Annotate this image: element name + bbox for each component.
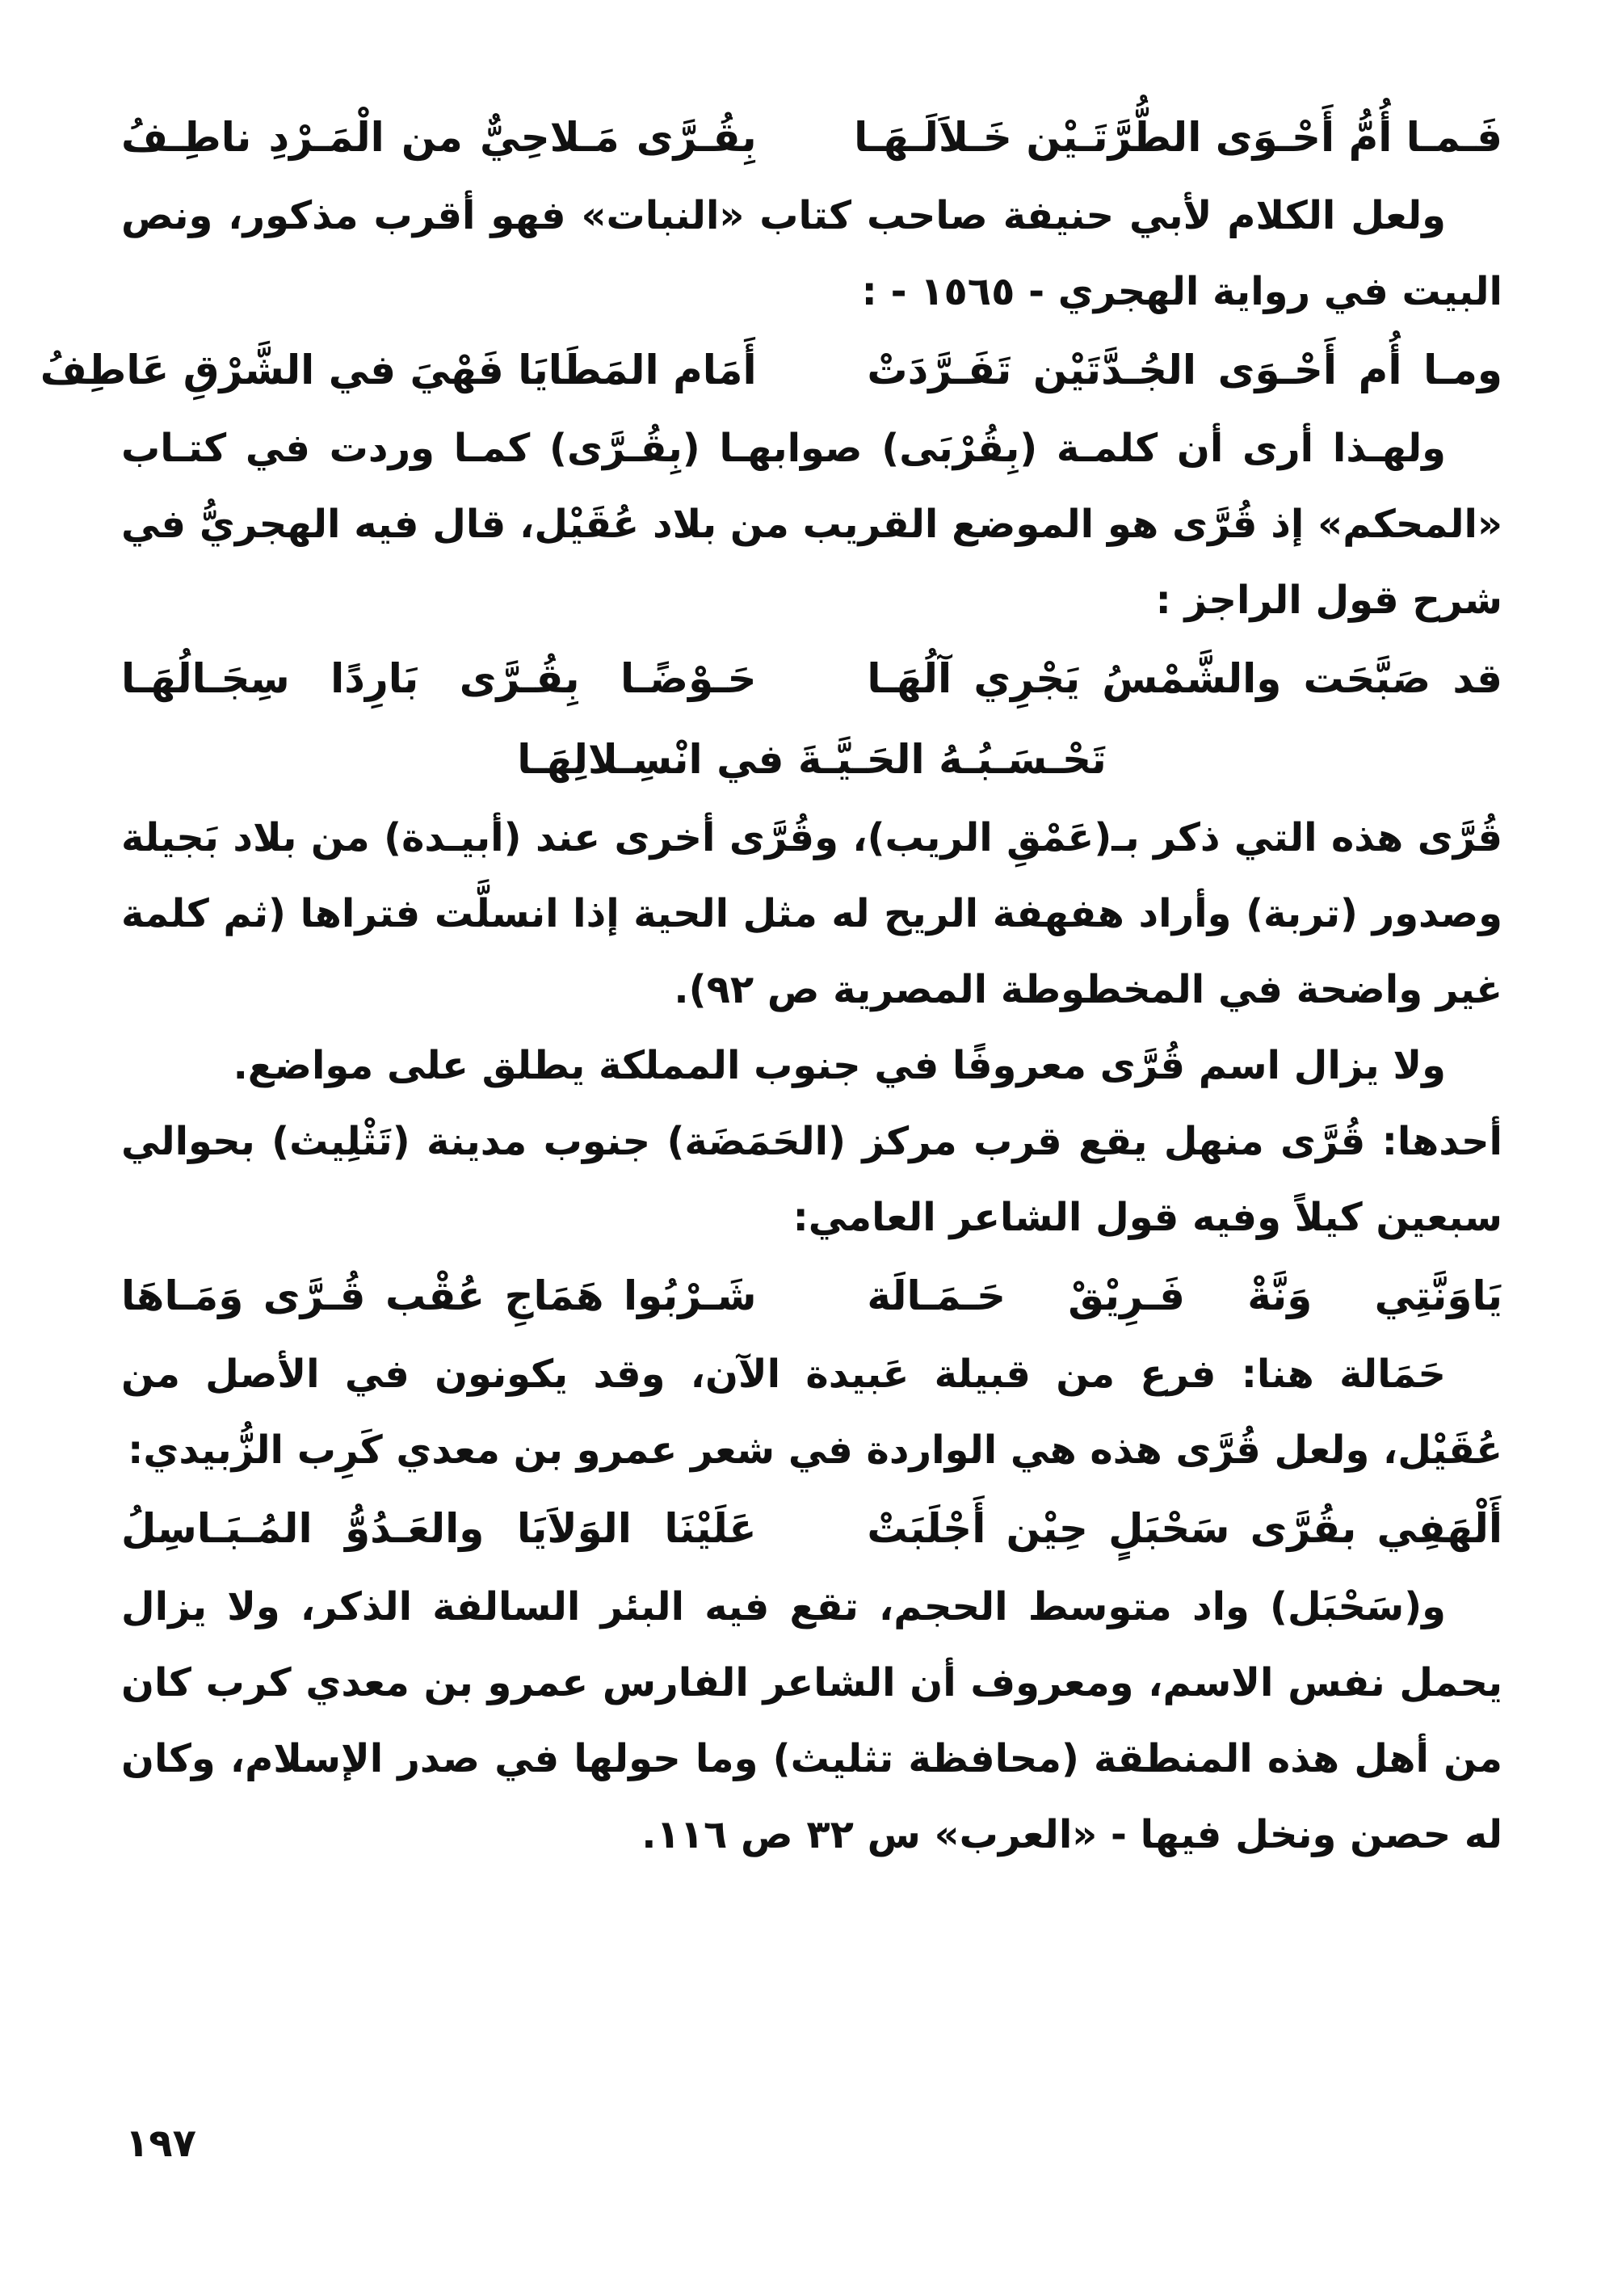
verse-2-second-hemistich: أَمَام المَطَايَا فَهْيَ في الشَّرْقِ عَاطِفُ bbox=[40, 347, 757, 393]
paragraph-2: ولهـذا أرى أن كلمـة (بِقُرْبَى) صوابهـا (بِقُـرَّى) كمـا وردت في كتـاب «المحكم» إذ قُرَّى هو الموضع القريب من بلاد عُقَيْل، قال فيه الهجريُّ في شرح قول الراجز : bbox=[121, 426, 1502, 623]
page-body bbox=[40, 97, 1502, 2197]
verse-5-second-hemistich: عَلَيْنَا الوَلاَيَا والعَـدُوُّ المُـبَـاسِلُ bbox=[121, 1505, 757, 1552]
verse-5 bbox=[121, 1488, 1502, 1569]
paragraph-3: قُرَّى هذه التي ذكر بـ(عَمْقِ الريب)، وقُرَّى أخرى عند (أبيـدة) من بلاد بَجيلة وصدور (تربة) وأراد هفهفة الريح له مثل الحية إذا انسلَّت فتراها (ثم كلمة غير واضحة في المخطوطة المصرية ص ٩٢). bbox=[121, 815, 1502, 1012]
verse-4 bbox=[121, 1255, 1502, 1336]
verse-3-single-line: تَحْـسَـبُـهُ الحَـيَّـةَ في انْسِـلالِهَـا bbox=[517, 736, 1107, 783]
paragraph-7: و(سَحْبَل) واد متوسط الحجم، تقع فيه البئر السالفة الذكر، ولا يزال يحمل نفس الاسم، ومعروف أن الشاعر الفارس عمرو بن معدي كرب كان من أهل هذه المنطقة (محافظة تثليث) وما حولها في صدر الإسلام، وكان له حصن ونخل فيها - «العرب» س ٣٢ ص ١١٦. bbox=[121, 1584, 1502, 1857]
verse-4-second-hemistich: شَـرْبُوا هَمَاجِ عُقْب قُـرَّى وَمَـاهَا bbox=[121, 1272, 757, 1319]
verse-3-second-hemistich: حَـوْضًـا بِقُـرَّى بَارِدًا سِجَـالُهَـا bbox=[121, 655, 757, 702]
paragraph-4: ولا يزال اسم قُرَّى معروفًا في جنوب المملكة يطلق على مواضع. bbox=[233, 1043, 1446, 1088]
verse-2-first-hemistich: ومـا أُم أَحْـوَى الجُـدَّتَيْن تَفَـرَّدَتْ bbox=[867, 347, 1502, 393]
verse-3-first-hemistich: قد صَبَّحَت والشَّمْسُ يَجْرِي آلُهَـا bbox=[867, 655, 1502, 702]
verse-3 bbox=[121, 638, 1502, 719]
paragraph-5: أحدها: قُرَّى منهل يقع قرب مركز (الحَمَضَة) جنوب مدينة (تَثْلِيث) بحوالي سبعين كيلاً وفيه قول الشاعر العامي: bbox=[121, 1119, 1502, 1240]
verse-1 bbox=[121, 97, 1502, 178]
verse-2 bbox=[40, 330, 1502, 410]
paragraph-6: حَمَالة هنا: فرع من قبيلة عَبيدة الآن، وقد يكونون في الأصل من عُقَيْل، ولعل قُرَّى هذه هي الواردة في شعر عمرو بن معدي كَرِب الزُّبيدي: bbox=[121, 1352, 1502, 1473]
verse-1-second-hemistich: بِقُـرَّى مَـلاحِيٌّ من الْمَـرْدِ ناطِـفُ bbox=[121, 114, 757, 161]
verse-5-first-hemistich: أَلْهَفِي بقُرَّى سَحْبَلٍ حِيْن أَجْلَبَتْ bbox=[867, 1505, 1502, 1552]
verse-1-first-hemistich: فَـمـا أُمُّ أَحْـوَى الطُّرَّتَـيْن خَـلاَلَـهَـا bbox=[854, 114, 1502, 161]
verse-4-first-hemistich: يَاوَنَّتِي وَنَّةْ فَـرِيْقْ حَـمَـالَة bbox=[867, 1272, 1502, 1319]
paragraph-1: ولعل الكلام لأبي حنيفة صاحب كتاب «النبات» فهو أقرب مذكور، ونص البيت في رواية الهجري - ١٥٦٥ - : bbox=[121, 193, 1502, 314]
page-number: ١٩٧ bbox=[125, 2121, 196, 2166]
